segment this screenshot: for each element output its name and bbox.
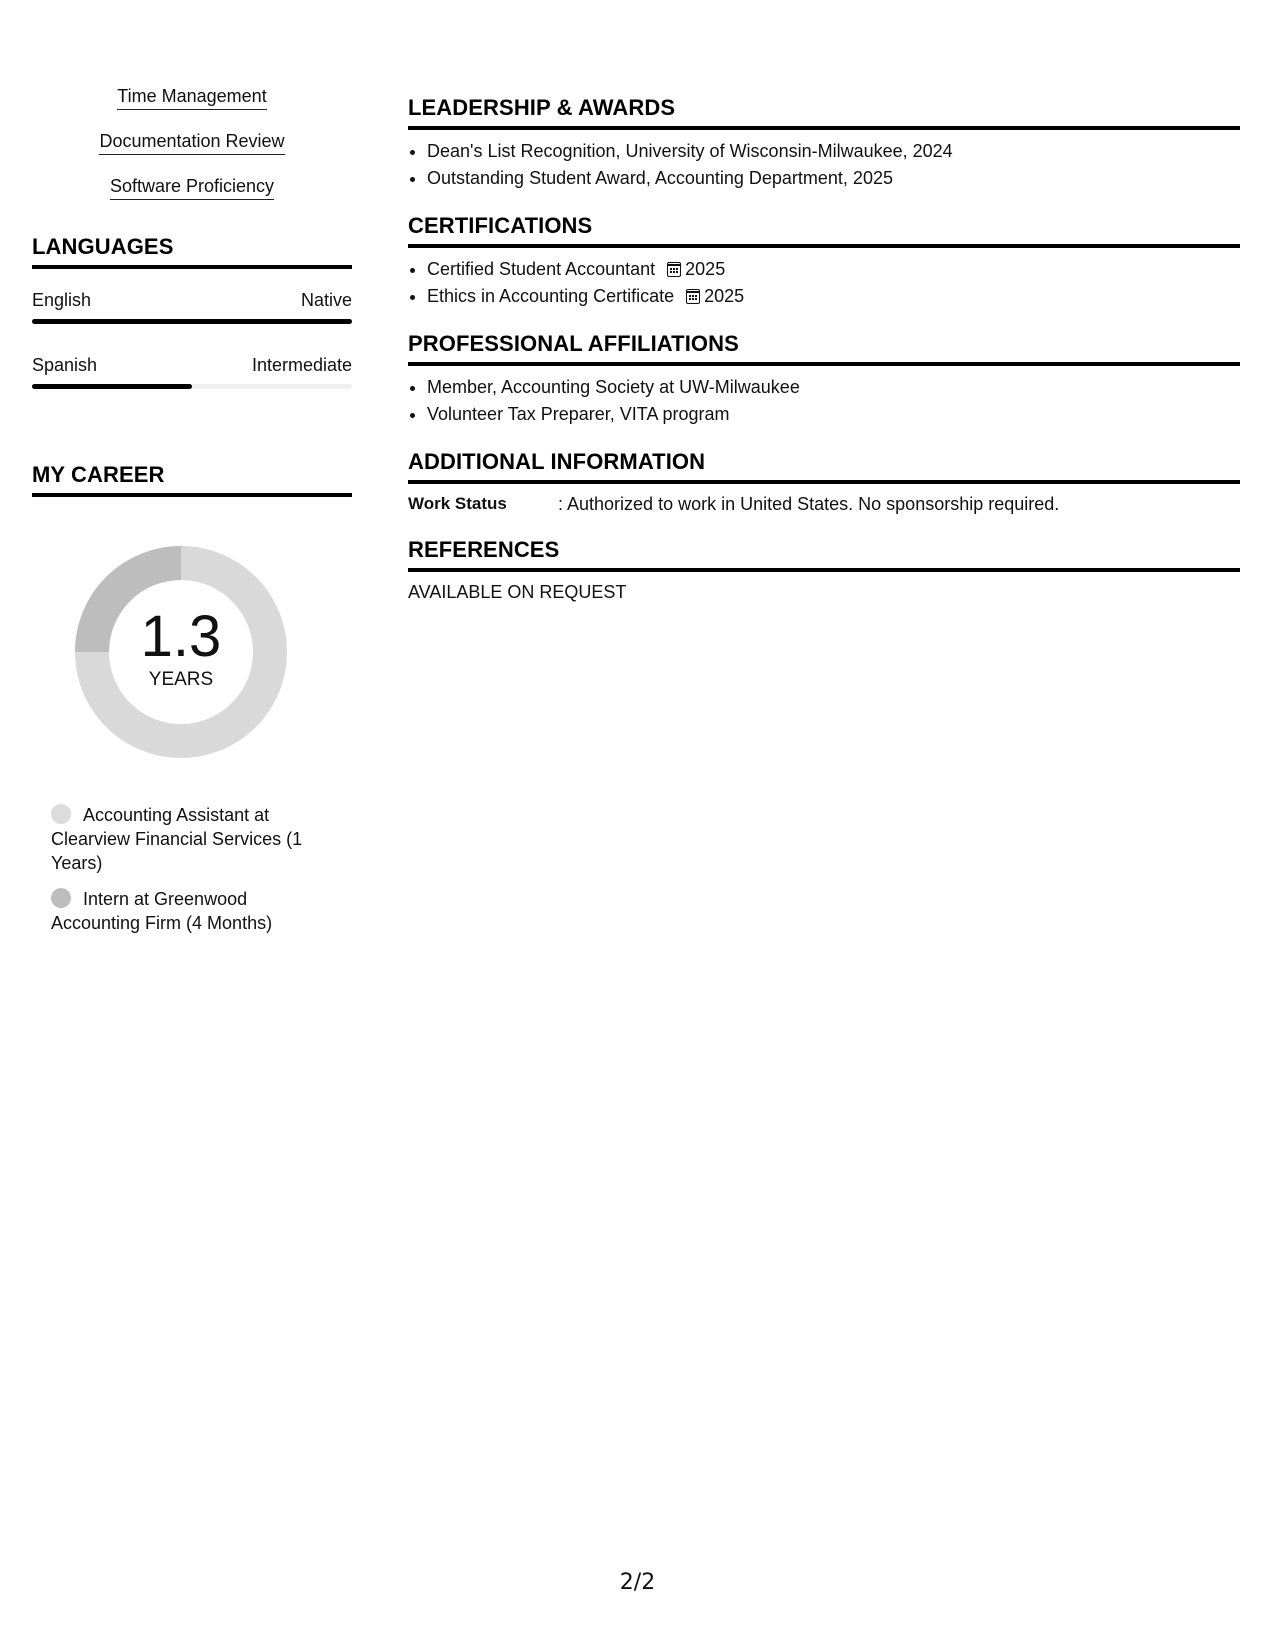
leadership-heading: LEADERSHIP & AWARDS: [408, 94, 1240, 130]
language-level: Native: [300, 290, 352, 310]
language-proficiency-fill: [32, 319, 352, 324]
languages-section: [32, 233, 352, 389]
career-section: [32, 461, 352, 935]
work-status-label: Work Status: [408, 494, 507, 513]
calendar-icon: [686, 289, 700, 304]
skills-list: [32, 84, 352, 201]
list-item: [427, 283, 1240, 310]
references-section: [408, 536, 1240, 604]
certification-year: 2025: [685, 259, 726, 279]
certification-name: Ethics in Accounting Certificate: [427, 286, 675, 306]
legend-dot-icon: [51, 888, 71, 908]
additional-info-heading: ADDITIONAL INFORMATION: [408, 448, 1240, 484]
references-heading: REFERENCES: [408, 536, 1240, 572]
language-name: English: [32, 290, 92, 310]
donut-center: [66, 537, 296, 767]
right-column: [408, 94, 1240, 624]
career-total-value: 1.3: [140, 604, 222, 669]
language-proficiency-bar: [32, 319, 352, 324]
language-row: [32, 354, 352, 376]
affiliations-list: [408, 374, 1240, 428]
language-name: Spanish: [32, 355, 98, 375]
additional-info-section: [408, 448, 1240, 516]
career-legend-item: [51, 887, 321, 935]
calendar-icon: [667, 262, 681, 277]
certifications-section: [408, 212, 1240, 310]
skill-item: [32, 84, 352, 111]
skill-item: [32, 129, 352, 156]
skill-label: Time Management: [117, 84, 266, 110]
language-proficiency-fill: [32, 384, 192, 389]
language-proficiency-bar: [32, 384, 352, 389]
certifications-list: [408, 256, 1240, 310]
career-heading: MY CAREER: [32, 461, 352, 497]
leadership-list: [408, 138, 1240, 192]
references-text: AVAILABLE ON REQUEST: [408, 582, 627, 602]
affiliations-heading: PROFESSIONAL AFFILIATIONS: [408, 330, 1240, 366]
list-item: • Outstanding Student Award, Accounting Department, 2025: [427, 165, 1240, 192]
list-item: • Member, Accounting Society at UW-Milwaukee: [427, 374, 1240, 401]
career-total-unit: YEARS: [148, 669, 214, 690]
career-legend-item: [51, 803, 321, 875]
languages-heading: LANGUAGES: [32, 233, 352, 269]
left-column: [32, 84, 352, 947]
page-number: 2/2: [619, 1570, 656, 1595]
skill-item: [32, 174, 352, 201]
work-status-value: : Authorized to work in United States. No sponsorship required.: [558, 494, 1060, 514]
list-item: [427, 256, 1240, 283]
language-level: Intermediate: [251, 355, 352, 375]
list-item: • Dean's List Recognition, University of Wisconsin-Milwaukee, 2024: [427, 138, 1240, 165]
list-item: • Volunteer Tax Preparer, VITA program: [427, 401, 1240, 428]
affiliations-section: [408, 330, 1240, 428]
career-entry-label: Accounting Assistant at Clearview Financial Services (1 Years): [51, 805, 303, 873]
language-row: [32, 289, 352, 311]
work-status-row: [408, 492, 1240, 516]
skill-label: Software Proficiency: [110, 174, 274, 200]
certification-name: Certified Student Accountant: [427, 259, 656, 279]
career-entry-label: Intern at Greenwood Accounting Firm (4 Months): [51, 889, 273, 933]
certification-year: 2025: [704, 286, 745, 306]
career-legend: [51, 803, 321, 935]
legend-dot-icon: [51, 804, 71, 824]
leadership-section: [408, 94, 1240, 192]
career-donut-chart: [66, 537, 296, 767]
certifications-heading: CERTIFICATIONS: [408, 212, 1240, 248]
skill-label: Documentation Review: [99, 129, 284, 155]
